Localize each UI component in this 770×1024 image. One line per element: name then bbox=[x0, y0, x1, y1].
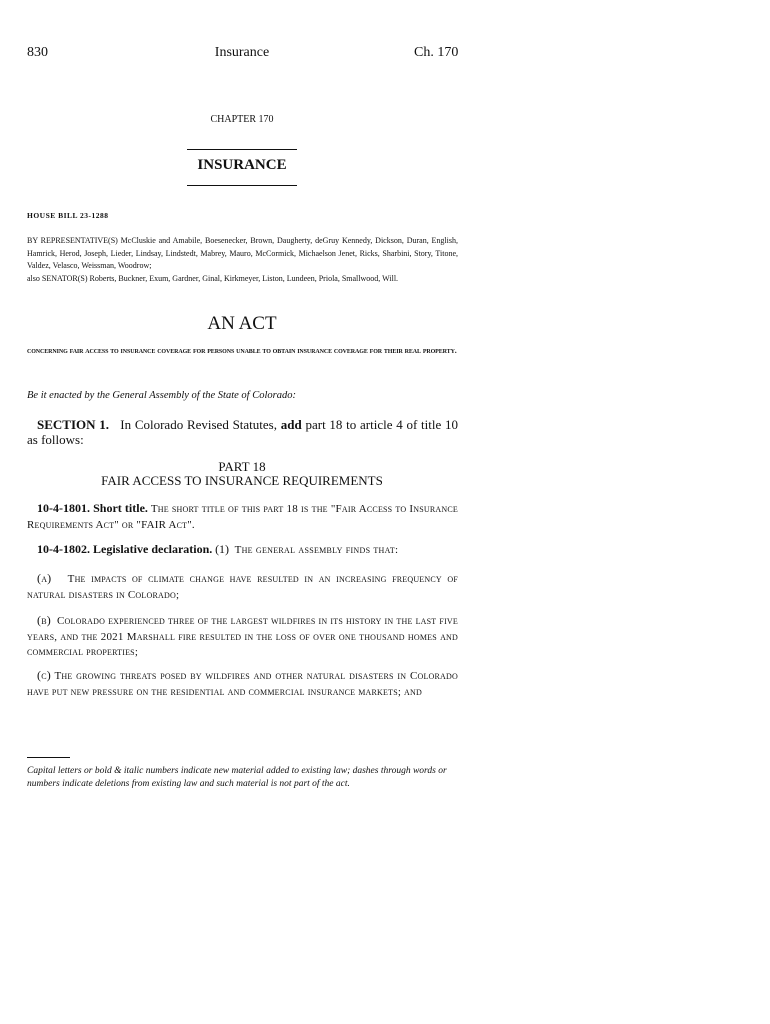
paragraph-c bbox=[27, 668, 458, 700]
section-1-text-before: In Colorado Revised Statutes, bbox=[120, 417, 277, 432]
bill-id: HOUSE BILL 23-1288 bbox=[27, 211, 109, 220]
act-concerning-clause: concerning fair access to insurance coverage for persons unable to obtain insurance coverage for their real property. bbox=[27, 346, 457, 355]
section-1-text-after: part 18 to article 4 of title 10 as follows: bbox=[27, 417, 459, 447]
paragraph-a bbox=[27, 571, 458, 603]
title-rule-top bbox=[187, 149, 297, 150]
paragraph-b-text: Colorado experienced three of the largest wildfires in its history in the last five years, and the 2021 Marshall fire resulted in the loss of over one thousand homes and commercial properties; bbox=[27, 615, 458, 658]
section-1-add: add bbox=[280, 417, 302, 432]
footnote: Capital letters or bold & italic numbers indicate new material added to existing law; dashes through words or numbers indicate deletions from existing law and such material is not part of the act. bbox=[27, 766, 447, 789]
paragraph-a-text: The impacts of climate change have resulted in an increasing frequency of natural disasters in Colorado; bbox=[27, 573, 458, 601]
section-1801 bbox=[27, 501, 458, 533]
paragraph-c-text: The growing threats posed by wildfires and other natural disasters in Colorado have put new pressure on the residential and commercial insurance markets; and bbox=[27, 670, 458, 698]
paragraph-a-label: (a) bbox=[37, 571, 52, 585]
section-1-paragraph bbox=[27, 417, 458, 447]
enacting-clause: Be it enacted by the General Assembly of the State of Colorado: bbox=[27, 390, 296, 401]
chapter-title: INSURANCE bbox=[197, 157, 287, 173]
section-1802-intro-text: The general assembly finds that: bbox=[234, 544, 399, 556]
act-title: AN ACT bbox=[207, 313, 277, 334]
part-title: FAIR ACCESS TO INSURANCE REQUIREMENTS bbox=[101, 473, 383, 488]
section-1801-text: The short title of this part 18 is the "Fair Access to Insurance Requirements Act" or "FAIR Act". bbox=[27, 503, 458, 531]
running-header-title: Insurance bbox=[214, 45, 270, 60]
paragraph-c-label: (c) bbox=[37, 668, 51, 682]
sponsor-representatives: BY REPRESENTATIVE(S) McCluskie and Amabile, Boesenecker, Brown, Daugherty, deGruy Kennedy, Dickson, Duran, English, Hamrick, Herod, Joseph, Lieder, Lindsay, Lindstedt, Mabrey, Mauro, McCormick, Michaelson Jenet, Ricks, Sharbini, Story, Titone, Valdez, Velasco, Weissman, Woodrow; bbox=[27, 236, 458, 270]
section-1802-heading: 10-4-1802. Legislative declaration. bbox=[37, 542, 213, 556]
section-1-label: SECTION 1. bbox=[37, 417, 110, 432]
paragraph-b bbox=[27, 613, 458, 661]
paragraph-b-label: (b) bbox=[37, 613, 51, 627]
part-number: PART 18 bbox=[218, 459, 266, 474]
section-1802-intro bbox=[27, 542, 458, 558]
chapter-label: CHAPTER 170 bbox=[210, 114, 274, 125]
title-rule-bottom bbox=[187, 185, 297, 186]
section-1801-heading: 10-4-1801. Short title. bbox=[37, 501, 148, 515]
section-1802-subsection-1: (1) bbox=[215, 542, 230, 556]
page-number: 830 bbox=[27, 45, 48, 60]
chapter-reference: Ch. 170 bbox=[414, 45, 459, 60]
sponsor-senators: also SENATOR(S) Roberts, Buckner, Exum, Gardner, Ginal, Kirkmeyer, Liston, Lundeen, Priola, Smallwood, Will. bbox=[27, 274, 399, 283]
footnote-rule bbox=[27, 757, 70, 758]
